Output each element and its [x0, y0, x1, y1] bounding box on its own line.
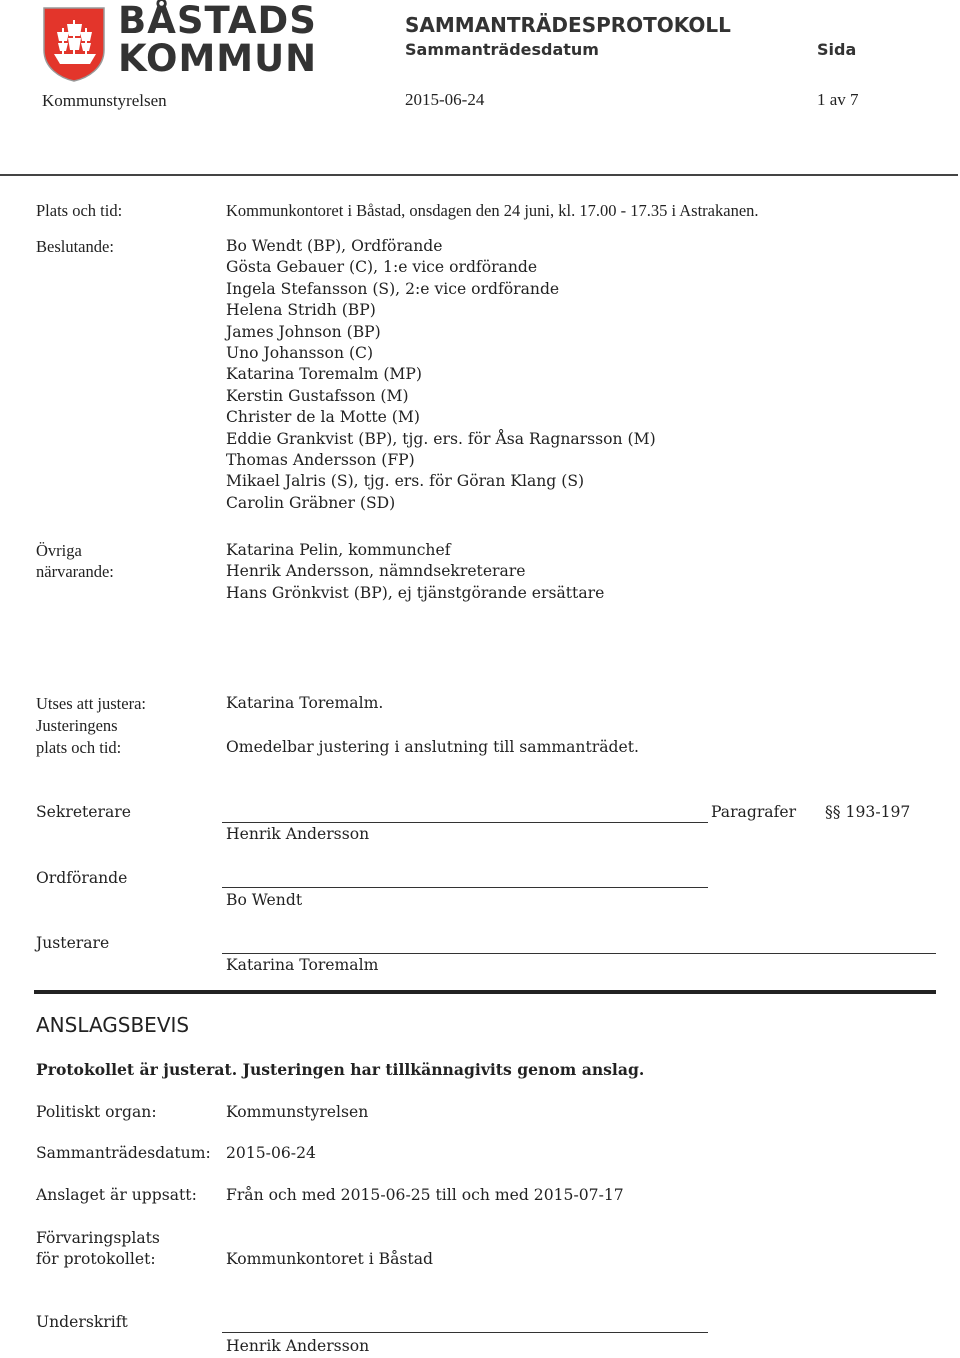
adjust-place-value: Omedelbar justering i anslutning till sammanträdet. — [226, 738, 639, 756]
list-item: Bo Wendt (BP), Ordförande — [226, 237, 443, 255]
list-item: Gösta Gebauer (C), 1:e vice ordförande — [226, 258, 538, 277]
others-label-1: Övriga — [36, 541, 82, 560]
adjuster-appointed-label: Utses att justera: — [36, 694, 146, 713]
place-value: Kommunkontoret i Båstad, onsdagen den 24 juni, kl. 17.00 - 17.35 i Astrakanen. — [226, 201, 759, 220]
list-item: Christer de la Motte (M) — [226, 408, 420, 427]
secretary-signature-line — [222, 822, 708, 823]
notice-signature-line — [222, 1332, 708, 1333]
secretary-name: Henrik Andersson — [226, 825, 370, 843]
notice-signature-label: Underskrift — [36, 1313, 128, 1331]
notice-posted-value: Från och med 2015-06-25 till och med 2015-07-17 — [226, 1186, 624, 1204]
list-item: Kerstin Gustafsson (M) — [226, 386, 409, 405]
notice-storage-label-1: Förvaringsplats — [36, 1229, 160, 1247]
notice-date-label: Sammanträdesdatum: — [36, 1144, 211, 1162]
list-item: Katarina Pelin, kommunchef — [226, 541, 451, 559]
paragraphs-value: §§ 193-197 — [825, 803, 911, 821]
list-item: Henrik Andersson, nämndsekreterare — [226, 562, 526, 581]
deciding-list — [226, 236, 656, 514]
adjuster-label: Justerare — [36, 934, 110, 952]
notice-title: ANSLAGSBEVIS — [36, 1013, 190, 1037]
adjuster-signature-line — [222, 953, 936, 954]
place-label: Plats och tid: — [36, 201, 123, 220]
notice-organ-label: Politiskt organ: — [36, 1103, 157, 1121]
adjuster-appointed-value: Katarina Toremalm. — [226, 694, 384, 712]
deciding-label: Beslutande: — [36, 237, 114, 256]
others-list — [226, 540, 604, 604]
notice-storage-value: Kommunkontoret i Båstad — [226, 1250, 433, 1268]
list-item: Eddie Grankvist (BP), tjg. ers. för Åsa Ragnarsson (M) — [226, 429, 656, 448]
list-item: Ingela Stefansson (S), 2:e vice ordförande — [226, 279, 560, 298]
others-label-2: närvarande: — [36, 562, 114, 581]
notice-divider — [34, 990, 936, 994]
ship-crest-icon — [42, 6, 106, 82]
chair-name: Bo Wendt — [226, 891, 303, 909]
crest-logo — [42, 6, 106, 82]
list-item: Helena Stridh (BP) — [226, 301, 376, 320]
date-heading: Sammanträdesdatum — [405, 40, 599, 59]
header-date: 2015-06-24 — [405, 90, 485, 109]
page-heading: Sida — [817, 40, 857, 59]
brand-name-line1: BÅSTADS — [118, 0, 317, 42]
notice-storage-label-2: för protokollet: — [36, 1250, 156, 1268]
list-item: James Johnson (BP) — [226, 322, 381, 341]
list-item: Katarina Toremalm (MP) — [226, 365, 422, 384]
list-item: Uno Johansson (C) — [226, 344, 374, 363]
list-item: Hans Grönkvist (BP), ej tjänstgörande ersättare — [226, 583, 605, 602]
secretary-label: Sekreterare — [36, 803, 131, 821]
chair-signature-line — [222, 887, 708, 888]
chair-label: Ordförande — [36, 869, 128, 887]
header-organ: Kommunstyrelsen — [42, 91, 167, 110]
adjust-place-label-1: Justeringens — [36, 716, 118, 735]
notice-organ-value: Kommunstyrelsen — [226, 1103, 369, 1121]
notice-posted-label: Anslaget är uppsatt: — [36, 1186, 197, 1204]
adjuster-name: Katarina Toremalm — [226, 956, 379, 974]
list-item: Thomas Andersson (FP) — [226, 451, 415, 470]
list-item: Mikael Jalris (S), tjg. ers. för Göran Klang (S) — [226, 472, 585, 491]
document-title: SAMMANTRÄDESPROTOKOLL — [405, 13, 731, 37]
list-item: Carolin Gräbner (SD) — [226, 493, 396, 512]
paragraphs-label: Paragrafer — [711, 803, 797, 821]
notice-date-value: 2015-06-24 — [226, 1144, 316, 1162]
notice-statement: Protokollet är justerat. Justeringen har tillkännagivits genom anslag. — [36, 1060, 645, 1079]
header-divider — [0, 174, 958, 176]
notice-signature-name: Henrik Andersson — [226, 1337, 370, 1355]
header-page-number: 1 av 7 — [817, 90, 859, 109]
adjust-place-label-2: plats och tid: — [36, 738, 122, 757]
brand-name-line2: KOMMUN — [118, 37, 318, 80]
